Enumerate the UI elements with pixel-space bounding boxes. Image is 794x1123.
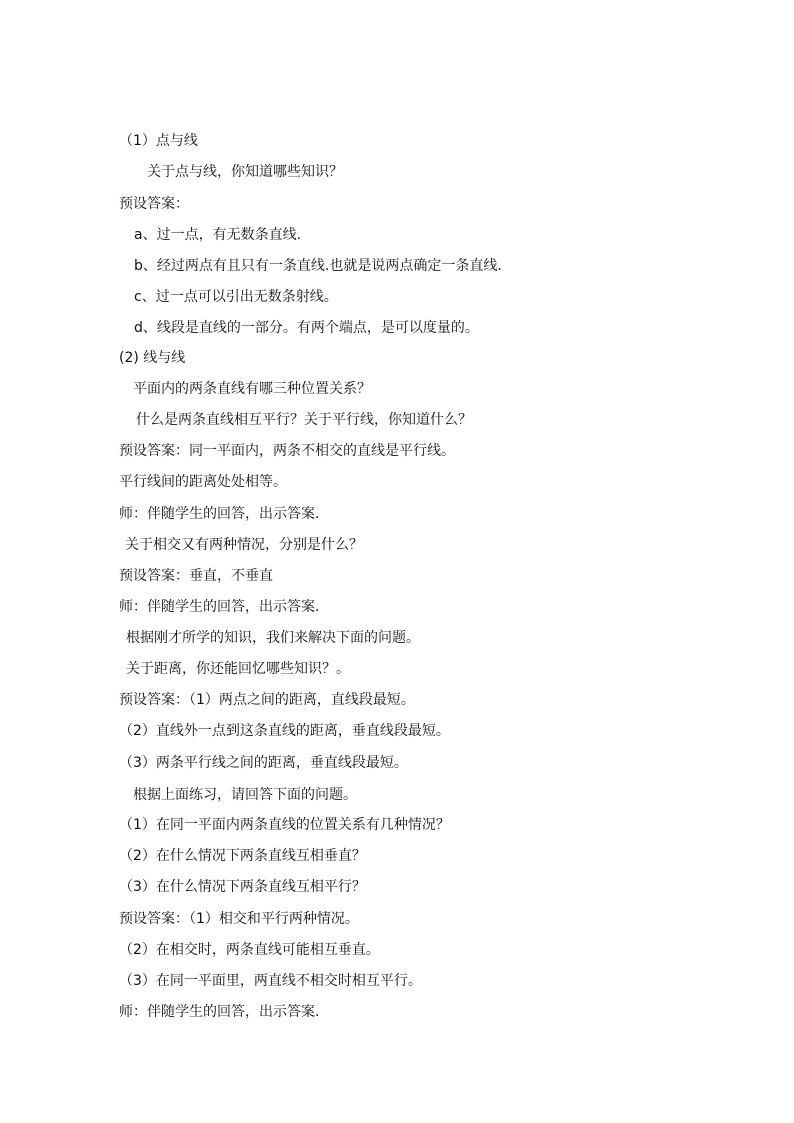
- question-text: （1）在同一平面内两条直线的位置关系有几种情况？: [119, 817, 450, 833]
- answer-text: （2）直线外一点到这条直线的距离，垂直线段最短。: [119, 723, 450, 739]
- teacher-note: 师：伴随学生的回答，出示答案.: [119, 599, 320, 615]
- question-text: 平面内的两条直线有哪三种位置关系？: [133, 381, 371, 397]
- question-text: 什么是两条直线相互平行？关于平行线，你知道什么？: [136, 412, 472, 428]
- question-text: 关于相交又有两种情况，分别是什么？: [125, 537, 363, 553]
- teacher-note: 师：伴随学生的回答，出示答案.: [119, 1004, 320, 1020]
- answer-item-a: a、过一点，有无数条直线.: [134, 227, 302, 243]
- answer-text: 预设答案：垂直，不垂直: [119, 568, 273, 584]
- teacher-note: 师：伴随学生的回答，出示答案.: [119, 506, 320, 522]
- answer-text: 预设答案：（1）两点之间的距离，直线段最短。: [119, 692, 415, 708]
- question-text: 关于距离，你还能回忆哪些知识？。: [126, 661, 350, 677]
- answer-text: （2）在相交时，两条直线可能相互垂直。: [119, 942, 380, 958]
- answer-item-c: c、过一点可以引出无数条射线。: [134, 289, 338, 305]
- question-text: 关于点与线，你知道哪些知识？: [147, 164, 343, 180]
- instruction-text: 根据刚才所学的知识，我们来解决下面的问题。: [126, 630, 420, 646]
- section-heading-point-and-line: （1）点与线: [119, 133, 198, 149]
- question-text: （3）在什么情况下两条直线互相平行？: [119, 879, 366, 895]
- answer-text: （3）在同一平面里，两直线不相交时相互平行。: [119, 973, 422, 989]
- section-heading-line-and-line: (2) 线与线: [119, 350, 186, 366]
- answer-text: 预设答案：（1）相交和平行两种情况。: [119, 911, 359, 927]
- question-text: （2）在什么情况下两条直线互相垂直？: [119, 848, 366, 864]
- answer-item-b: b、经过两点有且只有一条直线.也就是说两点确定一条直线.: [134, 258, 502, 274]
- answer-text: 平行线间的距离处处相等。: [119, 474, 287, 490]
- answer-label: 预设答案：: [119, 196, 189, 212]
- answer-text: （3）两条平行线之间的距离，垂直线段最短。: [119, 755, 408, 771]
- answer-item-d: d、线段是直线的一部分。有两个端点，是可以度量的。: [134, 320, 479, 336]
- instruction-text: 根据上面练习，请回答下面的问题。: [133, 787, 357, 803]
- answer-text: 预设答案：同一平面内，两条不相交的直线是平行线。: [119, 443, 455, 459]
